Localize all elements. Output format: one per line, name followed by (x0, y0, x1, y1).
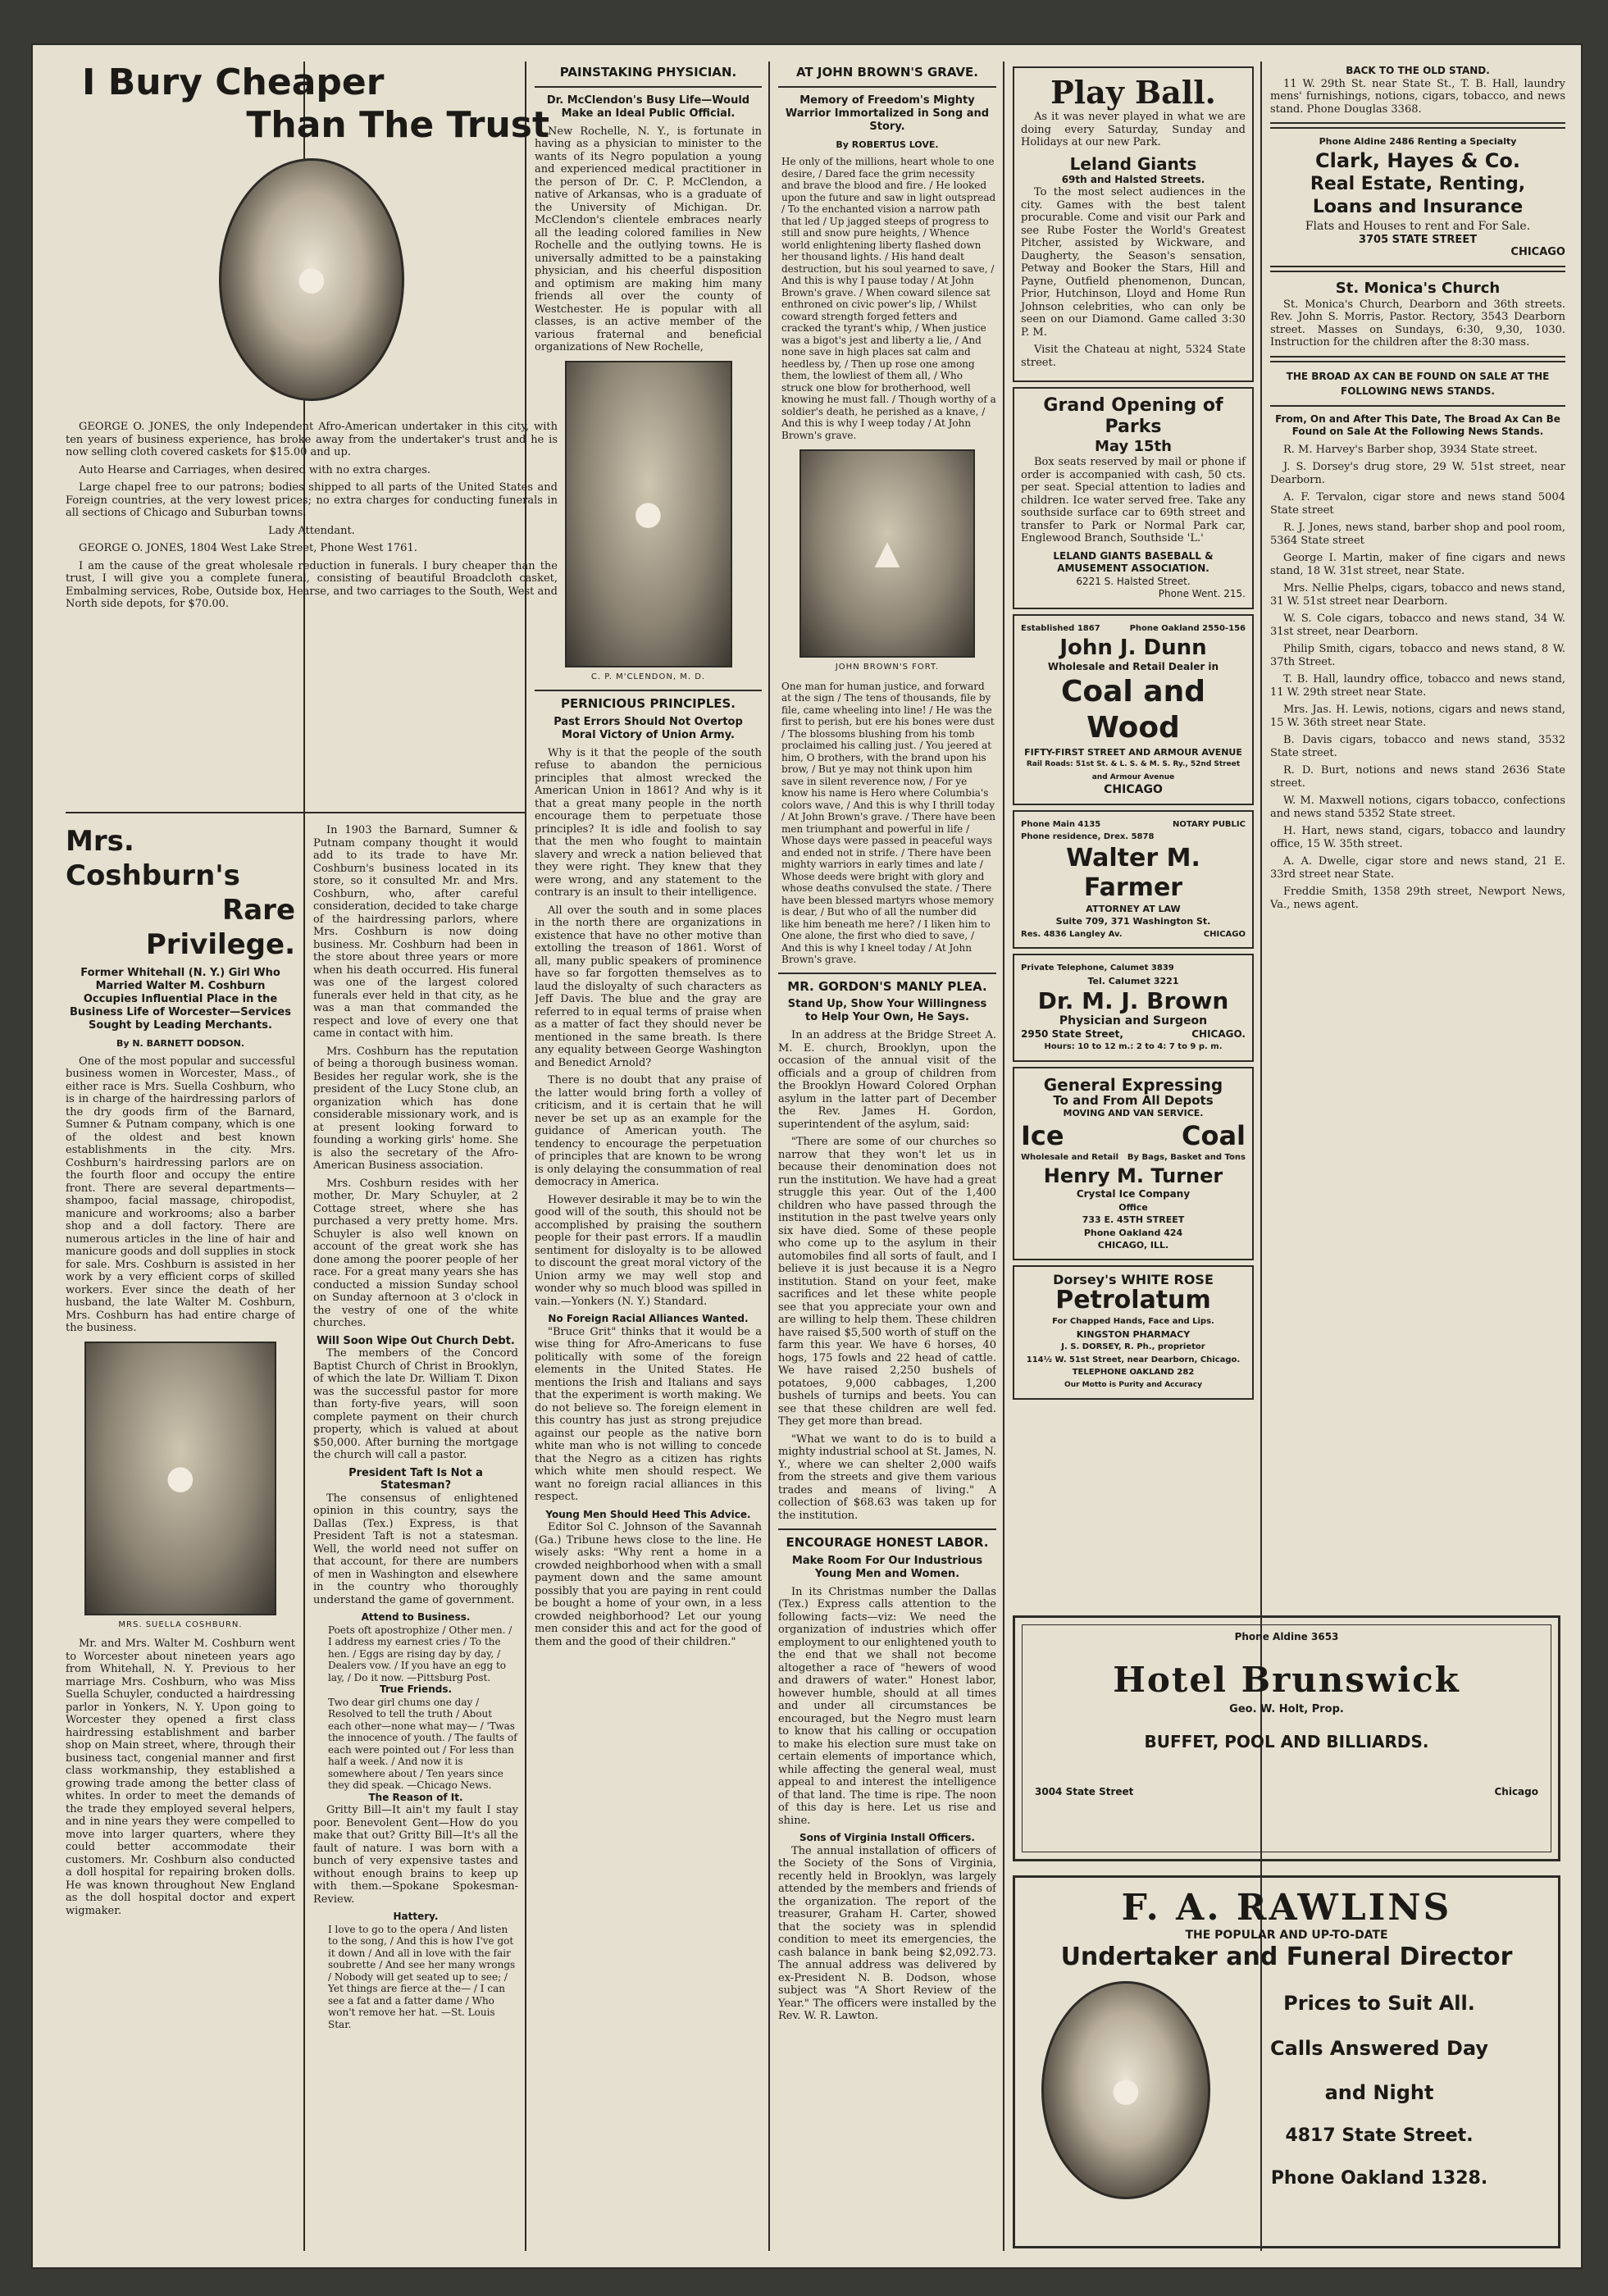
portrait-rawlins: ● (1041, 1981, 1210, 2199)
story-headline: Mrs. Coshburn's (66, 825, 240, 892)
ad-name: Henry M. Turner (1043, 1164, 1223, 1187)
ad-phone: Phone Main 4135 (1021, 819, 1101, 829)
story-paragraph: Mr. and Mrs. Walter M. Coshburn went to Worcester about nineteen years ago from Whitehall, N. Y. Previous to her marriage Mrs. Coshburn, who was Miss Suella Schuyler, conducted a hairdressing parlor in Yonkers, N. Y. Upon going to Worcester they opened a first class hairdressing establishment and barber shop on Main street, where, through their business tact, congenial manner and first class workmanship, they established a growing trade among the better class of whites. In order to meet the demands of the trade they employed several helpers, and in nine years they were compelled to move into larger quarters, where they could better accommodate their customers. Mr. Coshburn also conducted a doll hospital for repairing broken dolls. He was known throughout New England as the doll hospital doctor and expert wigmaker. (66, 1638, 295, 1917)
news-stand-item: Philip Smith, cigars, tobacco and news stand, 8 W. 37th Street. (1270, 643, 1565, 668)
divider (535, 86, 762, 88)
ad-line: BUFFET, POOL AND BILLIARDS. (1144, 1732, 1429, 1752)
ad-city: CHICAGO. (1191, 1027, 1246, 1040)
subhead: Young Men Should Heed This Advice. (545, 1508, 751, 1520)
photo-caption: C. P. M'CLENDON, M. D. (590, 672, 706, 681)
ad-name: John J. Dunn (1059, 636, 1207, 660)
ad-text: As it was never played in what we are doing every Saturday, Sunday and Holidays at our new Park. (1021, 111, 1246, 148)
ad-line: Loans and Insurance (1312, 196, 1524, 217)
column-rule (768, 61, 770, 2251)
story-headline: MR. GORDON'S MANLY PLEA. (787, 978, 987, 994)
grand-opening-ad (1013, 387, 1254, 609)
ad-line: Wholesale and Retail Dealer in (1047, 661, 1219, 672)
ad-notary: NOTARY PUBLIC (1172, 819, 1246, 829)
attorney-ad (1013, 810, 1254, 950)
ad-phone: Phone Aldine 2486 Renting a Specialty (1319, 136, 1517, 147)
story-deck: Make Room For Our Industrious Young Men and Women. (791, 1554, 983, 1580)
column-6 (1270, 61, 1565, 1595)
ad-established: Established 1867 (1021, 623, 1100, 633)
ad-attendant: Lady Attendant. (268, 524, 355, 537)
ad-proprietor: Geo. W. Holt, Prop. (1229, 1703, 1344, 1715)
ad-address: 114½ W. 51st Street, near Dearborn, Chicago. (1026, 1355, 1241, 1364)
ad-text: Visit the Chateau at night, 5324 State street. (1021, 344, 1246, 369)
ad-residence: Res. 4836 Langley Av. (1021, 929, 1123, 939)
story-paragraph: Why is it that the people of the south refuse to abandon the pernicious principles that almost wrecked the American Union in 1861? And why is it that a great many people in the north encourage them to perpetuate those principles? It is idle and foolish to say that the men who fought to maintain slavery and wreck a nation believed that they were right. They knew that they were wrong, and any statement to the contrary is an insult to their intelligence. (535, 746, 762, 899)
ad-rail: Rail Roads: 51st St. & L. S. & M. S. Ry., 52nd Street and Armour Avenue (1026, 760, 1241, 781)
ad-phone: Phone Aldine 3653 (1234, 1631, 1339, 1642)
ad-name: Clark, Hayes & Co. (1315, 148, 1520, 172)
ad-city: Chicago (1494, 1786, 1538, 1797)
jones-undertaker-ad (66, 61, 558, 804)
photo-mcclendon: ● (565, 361, 732, 667)
subhead: Sons of Virginia Install Officers. (799, 1832, 975, 1843)
ad-title: General Expressing (1043, 1074, 1223, 1095)
story-paragraph: In its Christmas number the Dallas (Tex.) Express calls attention to the following facts—viz: We need the organization of industries which offer employment to our enlightened youth to the end that we shall not become altogether a race of "hewers of wood and drawers of water." Honest labor, however humble, should at all times and under all circumstances be encouraged, but the Negro must learn to know that his calling or occupation to make his election sure must take on certain elements of importance which, while affecting the general weal, must appeal to and interest the intelligence of that land. The time is ripe. The noon of this day is here. Let us rise and shine. (778, 1585, 996, 1827)
ad-phone: Tel. Calumet 3221 (1087, 975, 1179, 986)
ad-name: Walter M. Farmer (1066, 843, 1200, 902)
ad-paragraph: I am the cause of the great wholesale reduction in funerals. I bury cheaper than the trust, I will give you a complete funeral, consisting of beautiful Broadcloth casket, Embalming services, Robe, Outside box, Hearse, and two carriages to the South, West and North side depots, for $70.00. (66, 559, 558, 610)
poem: I love to go to the opera / And listen to the song, / And this is how I've got it down / And all in love with the fair soubrette / And see her many wrongs / Nobody will get seated up to see; / Yet things are fierce at the— / I can see a fat and a fatter dame / Who won't remove her hat. —St. Louis Star. (328, 1923, 516, 2030)
ad-date: May 15th (1095, 438, 1172, 455)
news-stand-item: W. M. Maxwell notions, cigars tobacco, confections and news stand 5352 State street. (1270, 795, 1565, 820)
divider (1270, 266, 1565, 272)
ad-title: Physician and Surgeon (1059, 1014, 1208, 1027)
news-stand-item: Mrs. Nellie Phelps, cigars, tobacco and news stand, 31 W. 51st street near Dearborn. (1270, 582, 1565, 608)
column-1 (66, 824, 295, 2251)
ad-title: Play Ball. (1050, 74, 1216, 111)
news-stand-item: Mrs. Jas. H. Lewis, notions, cigars and news stand, 15 W. 36th street near State. (1270, 704, 1565, 729)
ad-headline: I Bury Cheaper (82, 61, 385, 103)
ad-address: 4817 State Street. (1285, 2125, 1474, 2147)
ad-name: Hotel Brunswick (1113, 1660, 1460, 1700)
news-stand-item: R. J. Jones, news stand, barber shop and pool room, 5364 State street (1270, 522, 1565, 547)
photo-suella-coshburn: ● (84, 1342, 276, 1615)
subhead: Will Soon Wipe Out Church Debt. (317, 1334, 515, 1347)
ad-city: CHICAGO (1510, 246, 1565, 258)
notice: 11 W. 29th St. near State St., T. B. Hall, laundry mens' furnishings, notions, cigars, tobacco, and news stand. Phone Douglas 3368. (1270, 77, 1565, 116)
subhead: THE BROAD AX CAN BE FOUND ON SALE AT THE FOLLOWING NEWS STANDS. (1286, 370, 1550, 397)
ad-association: LELAND GIANTS BASEBALL & AMUSEMENT ASSOCIATION. (1053, 549, 1214, 574)
ad-phone: Private Telephone, Calumet 3839 (1021, 963, 1174, 973)
divider (778, 1528, 996, 1530)
news-stand-item: W. S. Cole cigars, tobacco and news stand, 34 W. 31st street, near Dearborn. (1270, 613, 1565, 638)
ad-city: CHICAGO, ILL. (1097, 1240, 1169, 1250)
poem: One man for human justice, and forward at the sign / The tens of thousands, file by file, came wheeling into line! / He was the first to perish, but ere his bones were dust / The blossoms blushing from his tomb proclaimed his calling just. / You jeered at him, O brothers, with the brand upon his brow, / But ye may not think upon him save in silent reverence now, / For ye know his name is Hero where Columbia's colors wave, / And this is why I thrill today / At John Brown's grave. / There have been men triumphant and powerful in life / Whose days were passed in peaceful ways and ended not in strife. / There have been mighty warriors in early times and late / Whose deeds were bright with glory and whose deaths convulsed the state. / There have been blessed martyrs whose memory is dear, / But who of all the number did like him beneath me here? / I liken him to One alone, the first who died to save, / And this is why I kneel today / At John Brown's grave. (781, 680, 995, 965)
church-headline: St. Monica's Church (1335, 279, 1501, 297)
column-4 (778, 61, 996, 2251)
ad-team: Leland Giants (1069, 153, 1197, 174)
ad-phone: Phone residence, Drex. 5878 (1021, 832, 1155, 841)
notice: From, On and After This Date, The Broad Ax Can Be Found on Sale At the Following News Stands. (1275, 412, 1560, 437)
story-paragraph: In an address at the Bridge Street A. M. E. church, Brooklyn, upon the occasion of the annual visit of the officials and a group of children from the Brooklyn Howard Colored Orphan asylum in the latter part of December the Rev. James H. Gordon, superintendent of the asylum, said: (778, 1029, 996, 1131)
ad-line: Calls Answered Day (1270, 2036, 1488, 2060)
story-paragraph: Editor Sol C. Johnson of the Savannah (Ga.) Tribune hews close to the line. He wisely asks: "Why rent a home in a crowded neighborhood when with a small payment down and the same amount possibly that you are paying in rent could be bought a home of your own, in a less crowded neighborhood? Let our young men consider this and act for the good of them and the good of their children." (535, 1521, 762, 1648)
ad-address: 733 E. 45TH STREET (1082, 1214, 1185, 1225)
ad-title: Dorsey's WHITE ROSE (1053, 1271, 1214, 1287)
ad-text: Box seats reserved by mail or phone if order is accompanied with cash, 50 cts. per seat. Special attention to ladies and children. Ice water served free. Take any southside surface car to 69th street and transfer to Park or Normal Park car, Englewood Branch, Southside 'L.' (1021, 456, 1246, 544)
ad-sub: To and From All Depots (1053, 1092, 1214, 1108)
story-paragraph: "There are some of our churches so narrow that they won't let us in because their denomination does not run the institution. We have had a great struggle this year. Out of the 1,400 children who have passed through the institution in the past twelve years only six have died. Some of these people who come up to the asylum in their automobiles find all sorts of fault, and I believe it is just because it is a Negro institution. Stand on your feet, make sacrifices and let these white people see that you appreciate your own and are willing to help them. These children have raised $5,500 worth of stuff on the farm this year. We have 6 horses, 40 hogs, 175 fowls and 22 head of cattle. We have raised 2,250 bushels of potatoes, 9,000 cabbages, 1,200 bushels of turnips and beets. You can see that these children are well fed. They get more than bread. (778, 1136, 996, 1428)
news-stand-item: T. B. Hall, laundry office, tobacco and news stand, 11 W. 29th street near State. (1270, 673, 1565, 699)
story-paragraph: Gritty Bill—It ain't my fault I stay poor. Benevolent Gent—How do you make that out? Gritty Bill—It's all the fault of nature. I was born with a bunch of very expensive tastes and without enough brains to keep up with them.—Spokane Spokesman-Review. (313, 1804, 518, 1906)
column-rule (1003, 61, 1004, 2251)
ad-phone: Phone Went. 215. (1158, 588, 1246, 599)
poem-title: True Friends. (379, 1683, 453, 1695)
story-paragraph: Mrs. Coshburn has the reputation of being a thorough business woman. Besides her regular work, she is the president of the Lucy Stone club, an organization which has done considerable missionary work, and is at present looking forward to founding a working girls' home. She is also the secretary of the Afro-American Business association. (313, 1045, 518, 1172)
ad-line: Real Estate, Renting, (1310, 173, 1526, 194)
story-deck: Past Errors Should Not Overtop Moral Victory of Union Army. (553, 715, 743, 741)
ad-address: 3004 State Street (1035, 1786, 1134, 1797)
divider (1270, 122, 1565, 129)
ad-tag: THE POPULAR AND UP-TO-DATE (1185, 1929, 1388, 1942)
ad-line: Flats and Houses to rent and For Sale. (1305, 219, 1531, 233)
ad-company: Crystal Ice Company (1076, 1188, 1191, 1200)
news-stand-item: H. Hart, news stand, cigars, tobacco and laundry office, 15 W. 35th street. (1270, 825, 1565, 850)
ad-paragraph: Auto Hearse and Carriages, when desired with no extra charges. (79, 463, 431, 476)
poem: He only of the millions, heart whole to one desire, / Dared face the grim necessity and brave the blood and fire. / He looked upon the future and saw in light outspread / To the enchanted vision a narrow path that led / Up jagged steeps of progress to still and snow pure heights, / Whence world enlightening liberty flashed down her thousand lights. / His hand dealt destruction, but his soul yearned to save, / And this is why I pause today / At John Brown's grave. / When coward silence sat enthroned on civic power's lip, / Whilst coward strength forged fetters and cracked the tyrant's whip, / When justice was a bigot's jest and liberty a lie, / And none save in high places sat calm and heedless by, / Then up rose one among them, the lowliest of them all, / Who struck one blow for brotherhood, well knowing he must fall. / Though worthy of a soldier's death, he perished as a knave, / And this is why I weep today / At John Brown's grave. (781, 156, 996, 441)
news-stand-item: R. M. Harvey's Barber shop, 3934 State street. (1283, 443, 1538, 456)
divider (1270, 356, 1565, 362)
church-notice: St. Monica's Church, Dearborn and 36th streets. Rev. John S. Morris, Pastor. Rectory, 3543 Dearborn street. Masses on Sundays, 6:30, 9,30, 1030. Instruction for the children after the 8:30 mass. (1270, 298, 1565, 348)
newspaper-page (33, 45, 1581, 2267)
ad-phone: Phone Oakland 424 (1083, 1227, 1183, 1238)
poem-title: Hattery. (393, 1911, 439, 1922)
photo-john-browns-fort: ▲ (799, 449, 975, 658)
story-paragraph: One of the most popular and successful business women in Worcester, Mass., of either race is Mrs. Suella Coshburn, who is in charge of the hairdressing parlors of the dry goods firm of the Barnard, Sumner & Putnam company, which is one of the oldest and best known establishments in the city. Mrs. Coshburn's hairdressing parlors are on the fourth floor and occupy the entire front. There are several departments—shampoo, facial massage, chiropodist, manicure and workrooms; also a barber shop and a doll factory. There are numerous articles in the line of hair and manicure goods and doll supplies in stock for sale. Mrs. Coshburn is assisted in her work by a very efficient corps of skilled workers. Ever since the death of her husband, the late Walter M. Coshburn, Mrs. Coshburn has had entire charge of the business. (66, 1055, 295, 1334)
coal-wood-ad (1013, 614, 1254, 805)
story-paragraph: Mrs. Coshburn resides with her mother, Dr. Mary Schuyler, at 2 Cottage street, where she has purchased a very pretty home. Mrs. Schuyler is also well known on account of the great work she has done among the poorer people of her race. For a great many years she has conducted a mission Sunday school on Sunday afternoon at 3 o'clock in the vestry of one of the white churches. (313, 1177, 518, 1329)
byline: By N. BARNETT DODSON. (116, 1038, 245, 1049)
ad-suite: Suite 709, 371 Washington St. (1055, 916, 1211, 927)
ad-hours: Hours: 10 to 12 m.: 2 to 4: 7 to 9 p. m. (1044, 1042, 1223, 1051)
poem: Two dear girl chums one day / Resolved to tell the truth / About each other—none what may— / 'Twas the innocence of youth. / The faults of each were pointed out / For less than half a week. / And now it is somewhere about / Ten years since they did speak. —Chicago News. (328, 1696, 517, 1791)
section-divider (66, 812, 525, 813)
subhead: President Taft Is Not a Statesman? (348, 1466, 483, 1492)
ad-address: 3705 STATE STREET (1358, 233, 1478, 246)
divider (535, 690, 762, 691)
story-paragraph: The annual installation of officers of the Society of the Sons of Virginia, recently held in Brooklyn, was largely attended by the members and friends of the organization. The report of the treasurer, Graham H. Carter, showed that the society was in splendid condition to meet its emergencies, the cash balance in bank being $2,092.73. The annual address was delivered by ex-President N. B. Dodson, whose subject was "A Short Review of the Year." The officers were installed by the Rev. W. R. Lawton. (778, 1844, 996, 2022)
news-stand-item: R. D. Burt, notions and news stand 2636 State street. (1270, 764, 1565, 790)
ad-line: Prices to Suit All. (1283, 1992, 1475, 2016)
story-paragraph: In 1903 the Barnard, Sumner & Putnam company thought it would add to its trade to have Mr. Coshburn's business located in its store, so it consulted Mr. and Mrs. Coshburn, who, after careful consideration, decided to take charge of the hairdressing parlors, where Mrs. Coshburn is now doing business. Mr. Coshburn had been in the store about three years or more when his death occurred. His funeral was one of the largest colored funerals ever held in that city, as he was a man that commanded the respect and love of every one that came in contact with him. (313, 824, 518, 1040)
story-deck: Former Whitehall (N. Y.) Girl Who Married Walter M. Coshburn Occupies Influential Place in the Business Life of Worcester—Services Sought by Leading Merchants. (70, 967, 291, 1032)
subhead: The Reason of It. (368, 1791, 463, 1803)
ad-proprietor: J. S. DORSEY, R. Ph., proprietor (1061, 1342, 1205, 1351)
petrolatum-ad (1013, 1265, 1254, 1401)
news-stand-item: A. A. Dwelle, cigar store and news stand, 21 E. 33rd street near State. (1270, 855, 1565, 881)
story-headline: AT JOHN BROWN'S GRAVE. (795, 65, 979, 80)
news-stand-item: Freddie Smith, 1358 29th street, Newport News, Va., news agent. (1270, 886, 1565, 911)
story-paragraph: There is no doubt that any praise of the latter would bring forth a volley of criticism, and it is certain that he will never be set up as an example for the guidance of American youth. The tendency to encourage the perpetuation of principles that are known to be wrong is only delaying the consummation of real democracy in America. (535, 1074, 762, 1188)
expressing-ad (1013, 1067, 1254, 1260)
subhead: BACK TO THE OLD STAND. (1346, 65, 1490, 76)
column-2 (313, 824, 518, 2251)
ad-phone: TELEPHONE OAKLAND 282 (1072, 1368, 1195, 1377)
divider (778, 973, 996, 974)
physician-ad (1013, 954, 1254, 1062)
subhead: No Foreign Racial Alliances Wanted. (548, 1313, 749, 1324)
play-ball-ad (1013, 66, 1254, 382)
story-headline: PERNICIOUS PRINCIPLES. (560, 696, 736, 711)
ad-motto: Our Motto is Purity and Accuracy (1064, 1380, 1202, 1389)
poem-title: Attend to Business. (361, 1611, 471, 1623)
story-deck: Dr. McClendon's Busy Life—Would Make an Ideal Public Official. (546, 93, 750, 120)
ad-name: F. A. RAWLINS (1121, 1887, 1452, 1929)
ad-address: 2950 State Street, (1021, 1027, 1123, 1040)
portrait-george-jones: ● (219, 158, 404, 401)
ad-city: CHICAGO (1104, 783, 1163, 796)
ad-streets: 69th and Halsted Streets. (1061, 173, 1205, 185)
ad-address: FIFTY-FIRST STREET AND ARMOUR AVENUE (1024, 746, 1242, 758)
ad-line: and Night (1324, 2080, 1434, 2104)
story-paragraph: The consensus of enlightened opinion in this country, says the Dallas (Tex.) Express, is that President Taft is not a statesman. Well, the world need not suffer on that account, for there are numbers of men in Washington and elsewhere in the country who thoroughly understand the game of government. (313, 1492, 518, 1606)
news-stand-item: B. Davis cigars, tobacco and news stand, 3532 State street. (1270, 734, 1565, 759)
ad-big: Petrolatum (1055, 1286, 1211, 1314)
ad-for: For Chapped Hands, Face and Lips. (1052, 1317, 1214, 1326)
ad-moving: MOVING AND VAN SERVICE. (1063, 1108, 1204, 1118)
news-stand-item: A. F. Tervalon, cigar store and news stand 5004 State street (1270, 491, 1565, 517)
news-stand-list (1270, 444, 1565, 912)
story-deck: Memory of Freedom's Mighty Warrior Immortalized in Song and Story. (785, 93, 990, 133)
ad-text: To the most select audiences in the city. Games with the best talent procurable. Come and visit our Park and see Rube Foster the World's Greatest Pitcher, assisted by Wickware, and Daugherty, the Season's sensation, Petway and Booker the Stars, Hill and Payne, Outfield phenomenon, Duncan, Prior, Hutchinson, Lloyd and Home Run Johnson celebrities, who can only be seen on our Diamond. Game called 3:30 P. M. (1021, 186, 1246, 339)
ad-coal: Coal (1181, 1119, 1246, 1151)
ad-paragraph: GEORGE O. JONES, the only Independent Afro-American undertaker in this city, with ten years of business experience, has broke away from the undertaker's trust and he is now selling cloth covered caskets for $15.00 and up. (66, 421, 558, 458)
story-paragraph: However desirable it may be to win the good will of the south, this should not be accomplished by praising the southern people for their past errors. If a maudlin sentiment for disloyalty is to be allowed to discount the great moral victory of the Union army we may well stop and wonder why so much blood was spilled in vain.—Yonkers (N. Y.) Standard. (535, 1193, 762, 1308)
ad-address: GEORGE O. JONES, 1804 West Lake Street, Phone West 1761. (79, 542, 417, 554)
ad-title: ATTORNEY AT LAW (1086, 903, 1181, 914)
ad-phone: Phone Oakland 2550-156 (1129, 623, 1246, 633)
hotel-brunswick-ad (1013, 1615, 1560, 1861)
photo-caption: MRS. SUELLA COSHBURN. (118, 1620, 243, 1629)
ad-phone: Phone Oakland 1328. (1270, 2167, 1488, 2189)
column-3 (535, 61, 762, 2251)
story-headline: PAINSTAKING PHYSICIAN. (559, 65, 737, 80)
ad-name: Dr. M. J. Brown (1037, 987, 1229, 1014)
news-stand-item: George I. Martin, maker of fine cigars and news stand, 18 W. 31st street, near State. (1270, 552, 1565, 577)
story-paragraph: "Bruce Grit" thinks that it would be a wise thing for Afro-Americans to fuse politically with some of the foreign elements in the United States. He mentions the Irish and Italians and says that the experiment is worth making. We do not believe so. The foreign element in this country has just as strong prejudice against our people as the native born white man who is not willing to concede that the Negro as a citizen has rights which white men should respect. We want no foreign racial alliances in this respect. (535, 1325, 762, 1503)
story-headline: ENCOURAGE HONEST LABOR. (786, 1535, 989, 1550)
divider (1270, 405, 1565, 407)
ad-ice: Ice (1021, 1119, 1064, 1151)
ad-office: Office (1118, 1201, 1148, 1213)
story-headline: Rare Privilege. (145, 894, 295, 961)
story-paragraph: "What we want to do is to build a mighty industrial school at St. James, N. Y., where we can shelter 2,000 waifs from the streets and give them various trades and means of living." A collection of $68.63 was taken up for the institution. (778, 1433, 996, 1522)
ad-city: CHICAGO (1203, 929, 1246, 939)
rawlins-undertaker-ad (1013, 1875, 1560, 2248)
ad-address: 6221 S. Halsted Street. (1076, 575, 1191, 587)
ad-big: Coal and Wood (1060, 674, 1205, 745)
story-paragraph: The members of the Concord Baptist Church of Christ in Brooklyn, of which the late Dr. William T. Dixon was the successful pastor for more than forty-five years, will soon complete payment on their church property, which is valued at about $50,000. After burning the mortgage the church will call a pastor. (313, 1347, 518, 1461)
ad-title: Grand Opening of Parks (1043, 395, 1223, 437)
poem: Poets oft apostrophize / Other men. / I address my earnest cries / To the hen. / Eggs are rising day by day, / Dealers vow. / If you have an egg to lay, / Do it now. —Pittsburg Post. (328, 1624, 512, 1683)
ad-headline: Than The Trust (246, 104, 549, 146)
byline: By ROBERTUS LOVE. (836, 139, 939, 150)
story-paragraph: All over the south and in some places in the north there are organizations in existence that have no other motive than extolling the treason of 1861. Worst of all, many public speakers of prominence have so far forgotten themselves as to laud the disloyalty of such characters as Jeff Davis. The blue and the gray are referred to in equal terms of praise when as a matter of fact they should never be mentioned in the same breath. Is there any equality between George Washington and Benedict Arnold? (535, 904, 762, 1069)
column-5-ads (1013, 61, 1254, 1595)
ad-paragraph: Large chapel free to our patrons; bodies shipped to all parts of the United States and Foreign countries, at the very lowest prices; no extra charges for conducting funerals in all sections of Chicago and Suburban towns. (66, 481, 558, 519)
story-paragraph: New Rochelle, N. Y., is fortunate in having as a physician to minister to the wants of its Negro population a young and experienced medical practitioner in the person of Dr. C. P. McClendon, a native of Arkansas, who is a graduate of the University of Michigan. Dr. McClendon's clientele embraces nearly all the leading colored families in New Rochelle and the outlying towns. He is universally admitted to be a painstaking physician, and his cheerful disposition and optimism are making him many friends all over the county of Westchester. He is popular with all classes, is an active member of the various fraternal and beneficial organizations of New Rochelle, (535, 125, 762, 353)
ad-pharmacy: KINGSTON PHARMACY (1076, 1328, 1191, 1340)
ad-title: Undertaker and Funeral Director (1060, 1943, 1513, 1971)
photo-caption: JOHN BROWN'S FORT. (835, 663, 940, 672)
story-deck: Stand Up, Show Your Willingness to Help Your Own, He Says. (787, 998, 987, 1023)
divider (778, 86, 996, 88)
news-stand-item: J. S. Dorsey's drug store, 29 W. 51st street, near Dearborn. (1270, 461, 1565, 486)
ad-wholesale: Wholesale and Retail (1021, 1152, 1118, 1162)
ad-bags: By Bags, Basket and Tons (1127, 1152, 1246, 1162)
